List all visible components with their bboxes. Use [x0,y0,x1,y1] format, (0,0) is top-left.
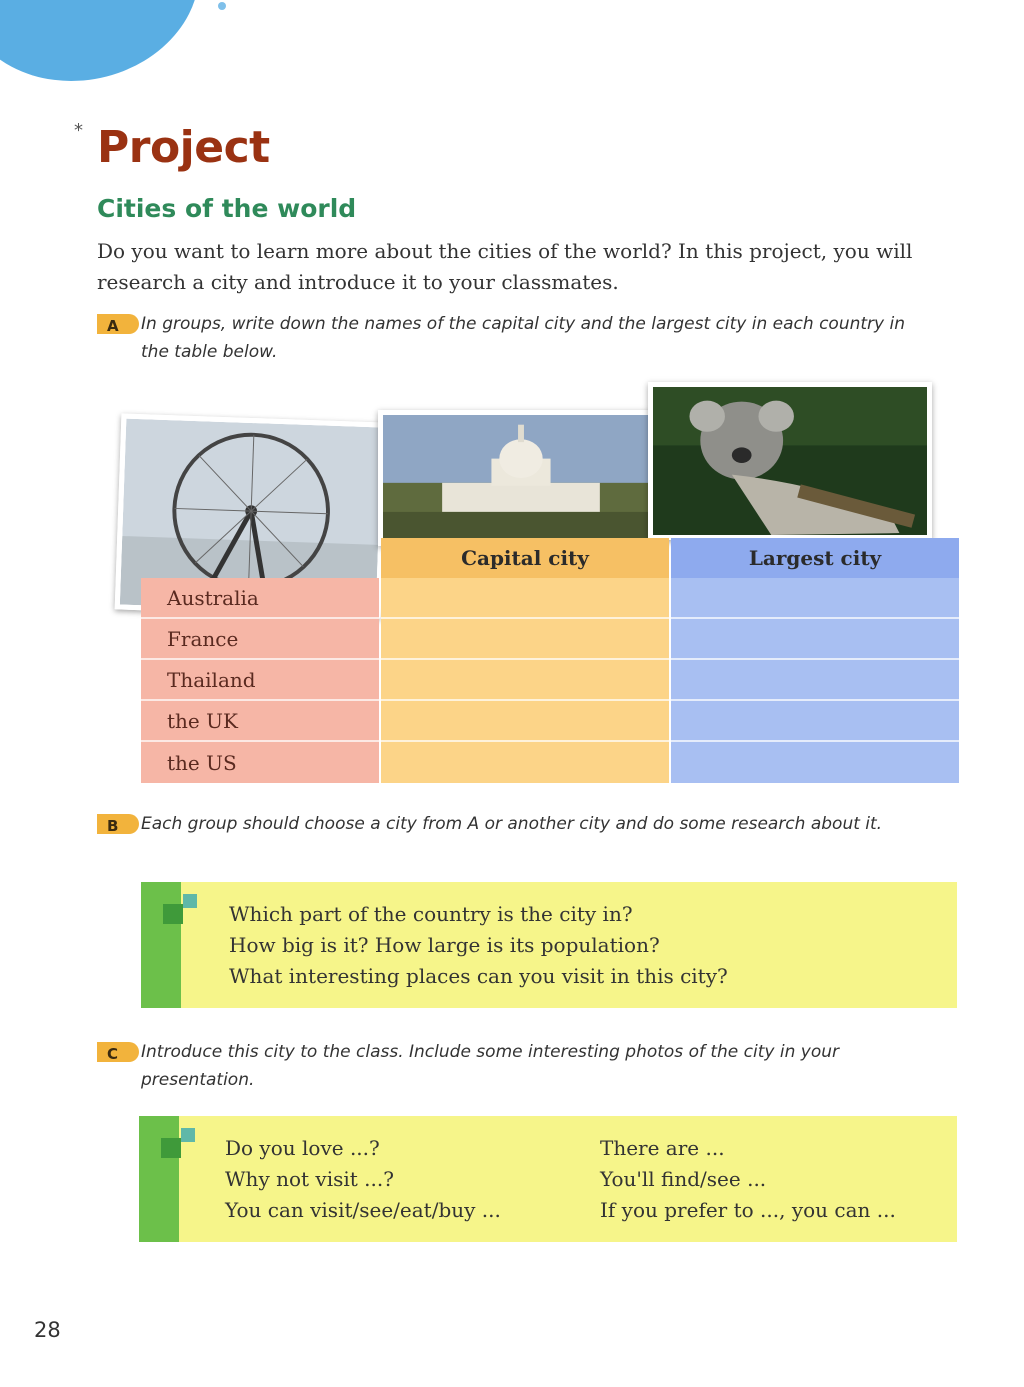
task-b-text: Each group should choose a city from A or another city and do some research about it. [141,814,883,834]
phrase-right: You'll find/see ... [600,1167,767,1191]
task-a-text: In groups, write down the names of the capital city and the largest city in each country in the table below. [141,314,905,362]
question-line: How big is it? How large is its population? [229,933,660,957]
capital-input-cell [381,701,669,742]
question-line: What interesting places can you visit in this city? [229,964,728,988]
phrase-left: Do you love ...? [225,1136,380,1160]
task-b [97,810,997,870]
task-b-label: B [107,817,119,835]
largest-input-cell [671,742,959,783]
capital-input-cell [381,742,669,783]
box-accent-bar [141,882,181,1008]
row-country-cell: the UK [141,701,379,742]
city-table [141,538,959,783]
largest-input-cell [671,660,959,701]
capital-input-cell [381,578,669,619]
box-square-icon [183,894,197,908]
header-capital-city: Capital city [381,538,669,578]
page-title: Project [97,122,270,173]
capital-input-cell [381,619,669,660]
page-subtitle: Cities of the world [97,194,357,223]
task-a-label: A [107,317,119,335]
phrase-left: You can visit/see/eat/buy ... [225,1198,501,1222]
task-c-text: Introduce this city to the class. Include some interesting photos of the city in your presentation. [141,1042,839,1090]
row-country-cell: Thailand [141,660,379,701]
row-country-cell: the US [141,742,379,783]
capital-input-cell [381,660,669,701]
task-a [97,310,997,370]
largest-input-cell [671,619,959,660]
box-square-icon [163,904,183,924]
question-line: Which part of the country is the city in? [229,902,633,926]
phrase-right: There are ... [600,1136,725,1160]
largest-input-cell [671,701,959,742]
box-square-icon [181,1128,195,1142]
task-c [97,1038,997,1098]
phrase-right: If you prefer to ..., you can ... [600,1198,896,1222]
decorative-blue-blob [0,0,218,103]
row-country-cell: France [141,619,379,660]
page-number: 28 [34,1318,61,1342]
box-accent-bar [139,1116,179,1242]
phrase-left: Why not visit ...? [225,1167,394,1191]
box-square-icon [161,1138,181,1158]
phrases-box [139,1116,957,1242]
star-marker: * [74,120,83,141]
task-c-label: C [107,1045,119,1063]
header-largest-city: Largest city [671,538,959,578]
task-b-badge [97,814,139,834]
task-a-badge [97,314,139,334]
largest-input-cell [671,578,959,619]
decorative-dot [218,2,226,10]
intro-paragraph: Do you want to learn more about the cities of the world? In this project, you will research a city and introduce it to your classmates. [97,239,913,294]
capitol-building-photo [378,410,664,546]
koala-photo [648,382,932,540]
questions-box [141,882,957,1008]
row-country-cell: Australia [141,578,379,619]
task-c-badge [97,1042,139,1062]
